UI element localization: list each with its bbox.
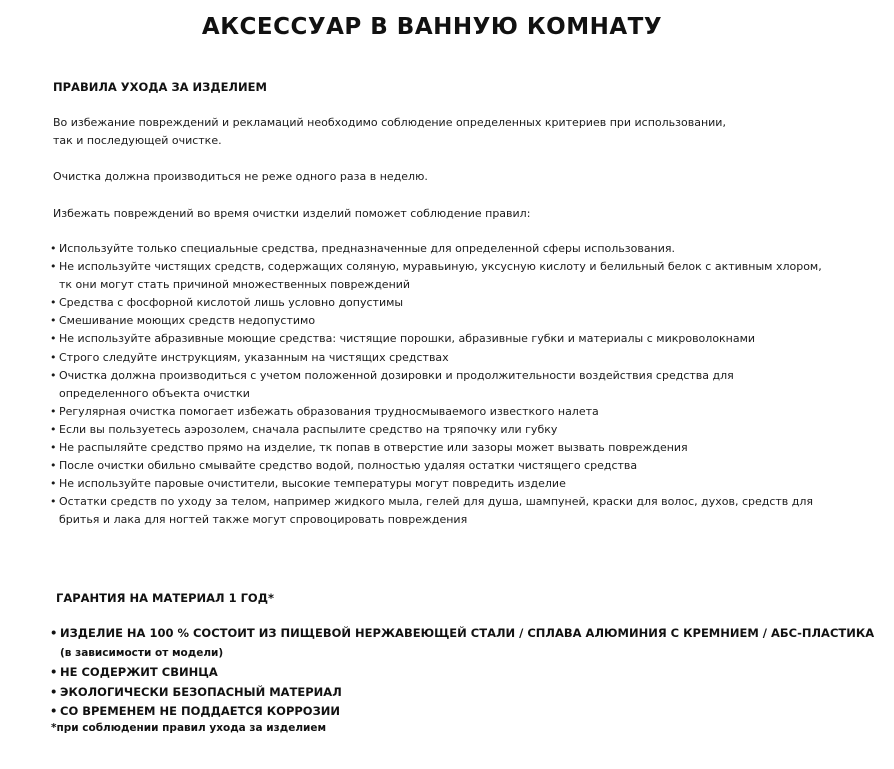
rule-item (50, 349, 822, 367)
bullet-icon: • (50, 242, 57, 255)
bullet-icon: • (50, 665, 58, 679)
bullet-icon: • (50, 441, 57, 455)
warranty-list (50, 624, 874, 722)
bullet-icon: • (50, 684, 58, 699)
rule-text: После очистки обильно смывайте средство водой, полностью удаляя остатки чистящего средства (59, 459, 638, 473)
bullet-icon: • (50, 477, 57, 491)
care-intro (53, 114, 726, 150)
rule-item (50, 439, 822, 457)
bullet-icon: • (50, 368, 57, 382)
rule-text: Строго следуйте инструкциям, указанным на чистящих средствах (59, 350, 449, 364)
warranty-heading: ГАРАНТИЯ НА МАТЕРИАЛ 1 ГОД* (56, 591, 274, 605)
rule-item (50, 258, 822, 294)
rule-text-continued: определенного объекта очистки (59, 386, 250, 400)
warranty-text: СО ВРЕМЕНЕМ НЕ ПОДДАЕТСЯ КОРРОЗИИ (60, 704, 340, 718)
warranty-text-continued: (в зависимости от модели) (60, 646, 224, 659)
warranty-footnote: *при соблюдении правил ухода за изделием (51, 722, 327, 734)
warranty-item (50, 624, 874, 663)
care-intro-line-2: так и последующей очистке. (53, 134, 222, 147)
rule-text: Не используйте чистящих средств, содержащих соляную, муравьиную, уксусную кислоту и белильный белок с активным хлором, (59, 260, 822, 274)
care-rules-list (50, 240, 822, 530)
rule-text: Очистка должна производиться с учетом положенной дозировки и продолжительности воздействия средства для (59, 368, 734, 382)
rule-item (50, 367, 822, 403)
rule-text-continued: тк они могут стать причиной множественных повреждений (59, 278, 411, 292)
bullet-icon: • (50, 404, 57, 418)
warranty-item (50, 702, 874, 722)
warranty-text: ЭКОЛОГИЧЕСКИ БЕЗОПАСНЫЙ МАТЕРИАЛ (60, 684, 342, 699)
warranty-text: ИЗДЕЛИЕ НА 100 % СОСТОИТ ИЗ ПИЩЕВОЙ НЕРЖАВЕЮЩЕЙ СТАЛИ / СПЛАВА АЛЮМИНИЯ С КРЕМНИЕМ / АБС-ПЛАСТИКА (60, 626, 875, 640)
rule-text: Не используйте паровые очистители, высокие температуры могут повредить изделие (59, 477, 566, 491)
bullet-icon: • (50, 459, 57, 473)
rule-item (50, 330, 822, 348)
rule-text: Не распыляйте средство прямо на изделие, тк попав в отверстие или зазоры может вызвать повреждения (59, 441, 688, 455)
rule-text: Не используйте абразивные моющие средства: чистящие порошки, абразивные губки и материалы с микроволокнами (59, 332, 756, 346)
rule-item (50, 312, 822, 330)
rule-item (50, 457, 822, 475)
bullet-icon: • (50, 260, 57, 274)
rule-item (50, 421, 822, 439)
bullet-icon: • (50, 350, 57, 364)
rule-item (50, 403, 822, 421)
bullet-icon: • (50, 332, 57, 346)
bullet-icon: • (50, 314, 57, 328)
rule-text: Смешивание моющих средств недопустимо (59, 314, 316, 328)
rule-item (50, 475, 822, 493)
care-intro-line-1: Во избежание повреждений и рекламаций необходимо соблюдение определенных критериев при использовании, (53, 116, 726, 129)
rule-text: Если вы пользуетесь аэрозолем, сначала распылите средство на тряпочку или губку (59, 422, 558, 436)
bullet-icon: • (50, 422, 57, 436)
warranty-item (50, 663, 874, 683)
cleaning-frequency: Очистка должна производиться не реже одного раза в неделю. (53, 170, 428, 183)
bullet-icon: • (50, 626, 58, 640)
rule-text: Используйте только специальные средства, предназначенные для определенной сферы использования. (59, 242, 676, 255)
warranty-text: НЕ СОДЕРЖИТ СВИНЦА (60, 665, 218, 679)
warranty-item (50, 683, 874, 703)
rule-text: Регулярная очистка помогает избежать образования трудносмываемого известкого налета (59, 404, 599, 418)
rule-item (50, 493, 822, 529)
bullet-icon: • (50, 296, 57, 310)
care-heading: ПРАВИЛА УХОДА ЗА ИЗДЕЛИЕМ (53, 80, 267, 94)
rules-intro: Избежать повреждений во время очистки изделий поможет соблюдение правил: (53, 207, 531, 220)
rule-text: Средства с фосфорной кислотой лишь условно допустимы (59, 296, 404, 310)
bullet-icon: • (50, 495, 57, 509)
bullet-icon: • (50, 704, 58, 718)
rule-item (50, 294, 822, 312)
rule-text: Остатки средств по уходу за телом, например жидкого мыла, гелей для душа, шампуней, краски для волос, духов, средств для (59, 495, 814, 509)
rule-text-continued: бритья и лака для ногтей также могут спровоцировать повреждения (59, 513, 468, 527)
rule-item (50, 240, 822, 258)
page-title: АКСЕССУАР В ВАННУЮ КОМНАТУ (201, 14, 663, 40)
